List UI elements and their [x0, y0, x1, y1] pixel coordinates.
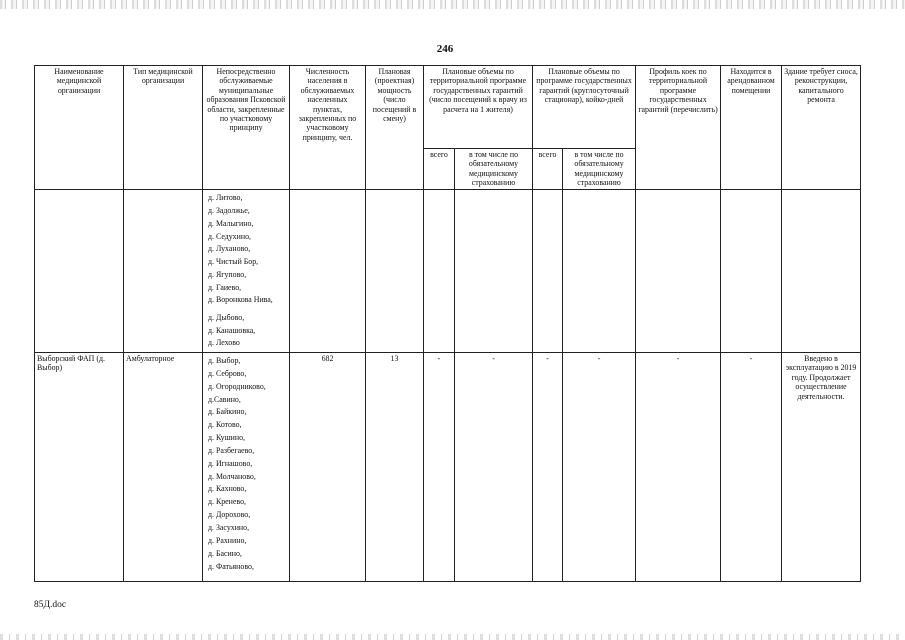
cell-inpatient-total: -	[533, 353, 563, 582]
cell-outpatient-oms: -	[455, 353, 533, 582]
settlement-item: д. Дорохово,	[208, 510, 251, 520]
settlement-item: д. Чистый Бор,	[208, 257, 259, 267]
header-municipal-units: Непосредственно обслуживаемые муниципальные образования Псковской области, закрепленные по участковому принципу	[203, 66, 290, 190]
header-inpatient-volumes: Плановые объемы по программе государственных гарантий (круглосуточный стационар), койко-дней	[533, 66, 636, 149]
settlement-item: д. Котово,	[208, 420, 242, 430]
settlement-item: д. Кахново,	[208, 484, 247, 494]
table-row-vybor-fap	[35, 353, 861, 582]
cell-settlements-continuation	[203, 190, 290, 353]
settlement-item: д. Байкино,	[208, 407, 247, 417]
document-filename: 85Д.doc	[34, 600, 67, 610]
cell-outpatient-total: -	[424, 353, 455, 582]
header-rented-premises: Находится в арендованном помещении	[721, 66, 782, 190]
settlement-item: д. Разбегаево,	[208, 445, 255, 455]
settlement-item: д. Луханово,	[208, 244, 251, 254]
header-organization-type: Тип медицинской организации	[124, 66, 203, 190]
header-building-repair: Здание требует сноса, реконструкции, капитального ремонта	[782, 66, 861, 190]
medical-organizations-table	[34, 65, 861, 582]
settlement-item: д. Выбор,	[208, 356, 241, 365]
header-population: Численность населения в обслуживаемых населенных пунктах, закрепленных по участковому принципу, чел.	[290, 66, 366, 190]
cell-bed-profile: -	[636, 353, 721, 582]
cell-empty	[366, 190, 424, 353]
settlement-item: д. Литово,	[208, 193, 243, 202]
cell-empty	[290, 190, 366, 353]
header-outpatient-oms: в том числе по обязательному медицинскому страхованию	[455, 149, 533, 190]
settlement-item: д. Засухино,	[208, 522, 250, 532]
header-outpatient-volumes: Плановые объемы по территориальной программе государственных гарантий (число посещений к врачу из расчета на 1 жителя)	[424, 66, 533, 149]
settlement-item: д. Кренево,	[208, 497, 246, 507]
settlement-item: д. Фатьяново,	[208, 561, 254, 571]
settlement-item: д. Ягупово,	[208, 270, 247, 280]
settlement-item: д. Себрово,	[208, 368, 247, 378]
cell-building-note: Введено в эксплуатацию в 2019 году. Продолжает осуществление деятельности.	[782, 353, 861, 582]
settlement-item: д. Задолжье,	[208, 205, 250, 215]
page-number: 246	[436, 43, 454, 55]
settlement-item: д. Гаиево,	[208, 282, 242, 292]
cell-population: 682	[290, 353, 366, 582]
header-outpatient-total: всего	[424, 149, 455, 190]
cell-rented-premises: -	[721, 353, 782, 582]
header-bed-profile: Профиль коек по территориальной программе государственных гарантий (перечислить)	[636, 66, 721, 190]
settlement-item: д. Рахнино,	[208, 535, 247, 545]
scan-edge-bottom	[0, 634, 905, 640]
settlement-item: д. Дыбово,	[208, 312, 245, 322]
cell-empty	[563, 190, 636, 353]
cell-empty	[455, 190, 533, 353]
settlement-item: д. Лехово	[208, 338, 240, 348]
settlement-item: д. Воронкова Нива,	[208, 294, 273, 304]
cell-empty	[721, 190, 782, 353]
cell-empty	[782, 190, 861, 353]
settlement-item: д. Огородниково,	[208, 381, 266, 391]
settlement-item: д. Игнашово,	[208, 458, 253, 468]
settlement-item: д.Савино,	[208, 394, 241, 404]
cell-organization-type: Амбулаторное	[124, 353, 203, 582]
cell-settlements	[203, 353, 290, 582]
settlement-item: д. Седухино,	[208, 231, 251, 241]
settlement-item: д. Басино,	[208, 548, 242, 558]
cell-empty	[35, 190, 124, 353]
cell-empty	[124, 190, 203, 353]
settlement-item: д. Молчаново,	[208, 471, 256, 481]
settlement-item: д. Канашовка,	[208, 325, 256, 335]
cell-inpatient-oms: -	[563, 353, 636, 582]
header-organization-name: Наименование медицинской организации	[35, 66, 124, 190]
cell-capacity: 13	[366, 353, 424, 582]
header-planned-capacity: Плановая (проектная) мощность (число посещений в смену)	[366, 66, 424, 190]
cell-empty	[424, 190, 455, 353]
settlement-item: д. Кушино,	[208, 433, 246, 443]
header-inpatient-oms: в том числе по обязательному медицинскому страхованию	[563, 149, 636, 190]
settlement-item: д. Малыгино,	[208, 218, 254, 228]
cell-organization-name: Выборский ФАП (д. Выбор)	[35, 353, 124, 582]
cell-empty	[636, 190, 721, 353]
header-inpatient-total: всего	[533, 149, 563, 190]
table-row-continuation	[35, 190, 861, 353]
cell-empty	[533, 190, 563, 353]
scan-edge-top	[0, 0, 905, 9]
